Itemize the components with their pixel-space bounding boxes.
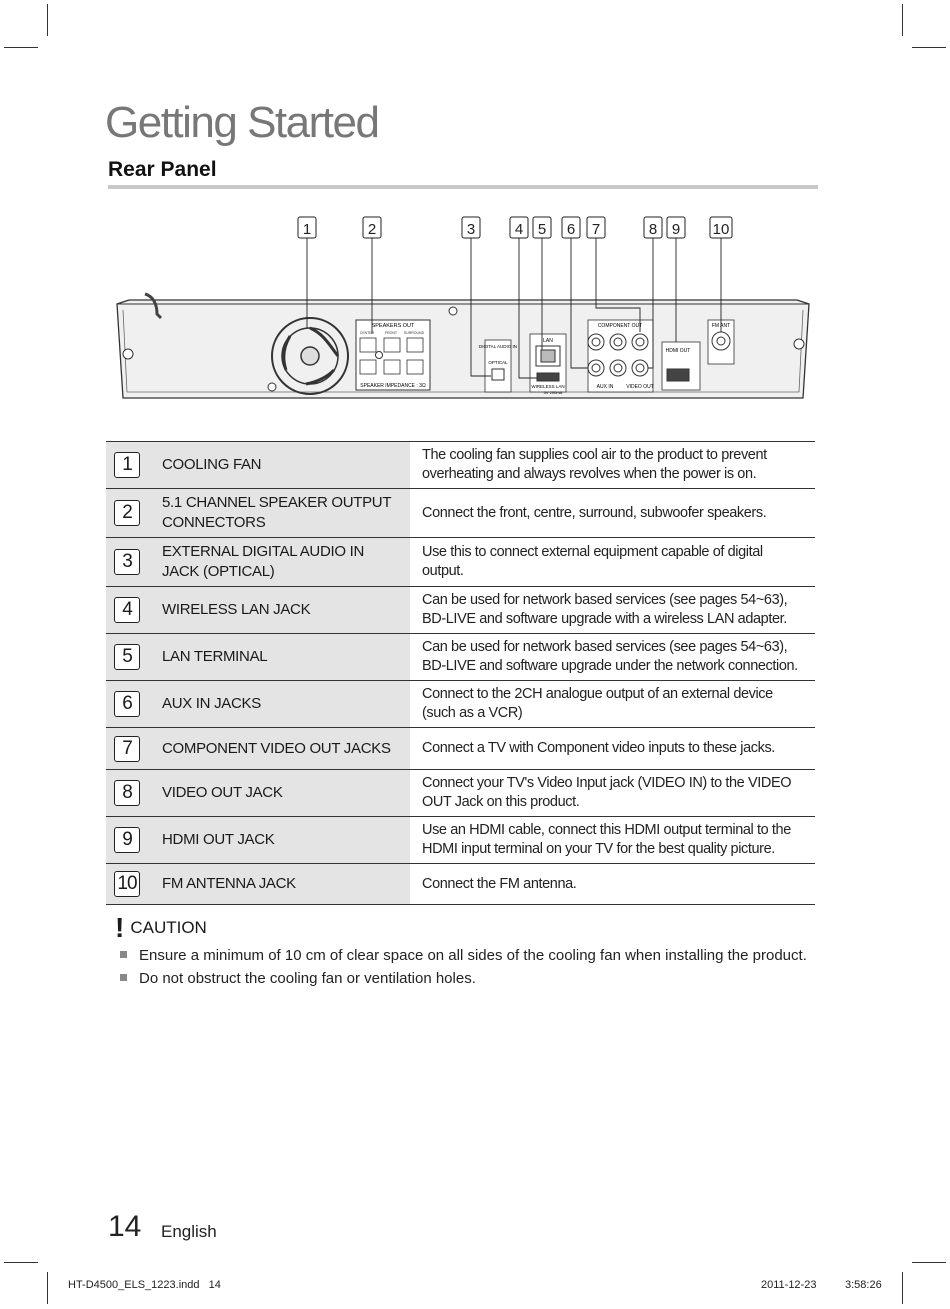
center-label: CENTER	[359, 331, 375, 335]
aux-in-label: AUX IN	[596, 384, 614, 390]
row-number-cell	[106, 728, 152, 770]
crop-mark	[47, 1272, 48, 1304]
bullet-square-icon	[120, 974, 127, 981]
speakers-out-label: SPEAKERS OUT	[371, 323, 415, 329]
crop-mark	[912, 47, 946, 48]
cooling-fan-graphic	[272, 318, 348, 394]
table-row	[106, 489, 815, 538]
row-number-cell	[106, 770, 152, 817]
caution-heading	[115, 912, 207, 944]
row-description: The cooling fan supplies cool air to the product to prevent overheating and always revolves when the power is on.	[410, 442, 815, 489]
crop-mark	[47, 4, 48, 36]
section-title: Rear Panel	[108, 158, 217, 181]
component-out-label: COMPONENT OUT	[597, 323, 643, 329]
callout-6: 6	[566, 221, 576, 238]
caution-title: CAUTION	[130, 918, 207, 937]
row-description: Can be used for network based services (see pages 54~63), BD-LIVE and software upgrade with a wireless LAN adapter.	[410, 587, 815, 634]
row-number: 9	[114, 827, 140, 853]
chapter-title: Getting Started	[105, 98, 379, 147]
row-name: COMPONENT VIDEO OUT JACKS	[152, 728, 410, 770]
row-name: VIDEO OUT JACK	[152, 770, 410, 817]
row-description: Connect the FM antenna.	[410, 864, 815, 905]
row-number-cell	[106, 634, 152, 681]
table-row	[106, 538, 815, 587]
callout-8: 8	[648, 221, 658, 238]
page-language: English	[161, 1222, 217, 1241]
row-description: Connect the front, centre, surround, subwoofer speakers.	[410, 489, 815, 538]
caution-item: Do not obstruct the cooling fan or ventilation holes.	[120, 967, 807, 990]
speaker-impedance-label: SPEAKER IMPEDANCE : 3Ω	[360, 383, 426, 389]
row-name: COOLING FAN	[152, 442, 410, 489]
table-row	[106, 864, 815, 905]
footer-date: 2011-12-23	[761, 1279, 817, 1291]
connector-table	[106, 441, 815, 905]
row-number: 7	[114, 736, 140, 762]
row-description: Use this to connect external equipment capable of digital output.	[410, 538, 815, 587]
callout-5: 5	[537, 221, 547, 238]
row-number: 3	[114, 549, 140, 575]
row-name: HDMI OUT JACK	[152, 817, 410, 864]
wireless-power-label: 5V 200mA	[543, 390, 563, 395]
row-description: Connect to the 2CH analogue output of an external device (such as a VCR)	[410, 681, 815, 728]
bullet-square-icon	[120, 951, 127, 958]
caution-list	[120, 944, 807, 990]
row-number: 6	[114, 691, 140, 717]
row-description: Can be used for network based services (see pages 54~63), BD-LIVE and software upgrade under the network connection.	[410, 634, 815, 681]
crop-mark	[4, 1262, 38, 1263]
row-description: Connect your TV's Video Input jack (VIDEO IN) to the VIDEO OUT Jack on this product.	[410, 770, 815, 817]
surround-label: SURROUND	[403, 331, 425, 335]
digital-audio-in-label: DIGITAL AUDIO IN	[478, 344, 518, 349]
row-name: WIRELESS LAN JACK	[152, 587, 410, 634]
row-name: EXTERNAL DIGITAL AUDIO IN JACK (OPTICAL)	[152, 538, 410, 587]
row-description: Connect a TV with Component video inputs to these jacks.	[410, 728, 815, 770]
table-row	[106, 681, 815, 728]
row-description: Use an HDMI cable, connect this HDMI output terminal to the HDMI input terminal on your TV for the best quality picture.	[410, 817, 815, 864]
caution-icon: !	[115, 912, 125, 943]
wireless-lan-label: WIRELESS LAN	[531, 384, 565, 389]
row-number-cell	[106, 681, 152, 728]
row-number: 8	[114, 780, 140, 806]
table-row	[106, 770, 815, 817]
table-row	[106, 728, 815, 770]
row-number: 10	[114, 871, 140, 897]
row-number: 4	[114, 597, 140, 623]
row-number-cell	[106, 587, 152, 634]
callout-4: 4	[514, 221, 524, 238]
crop-mark	[4, 47, 38, 48]
row-number: 1	[114, 452, 140, 478]
row-number-cell	[106, 442, 152, 489]
callout-1: 1	[302, 221, 312, 238]
callout-3: 3	[466, 221, 476, 238]
row-number-cell	[106, 538, 152, 587]
crop-mark	[912, 1262, 946, 1263]
section-divider	[108, 185, 818, 189]
crop-mark	[902, 4, 903, 36]
row-name: FM ANTENNA JACK	[152, 864, 410, 905]
row-name: 5.1 CHANNEL SPEAKER OUTPUT CONNECTORS	[152, 489, 410, 538]
rear-panel-diagram	[105, 210, 825, 415]
row-number-cell	[106, 817, 152, 864]
callout-2: 2	[367, 221, 377, 238]
callout-10: 10	[712, 221, 730, 238]
table-row	[106, 587, 815, 634]
row-number-cell	[106, 864, 152, 905]
row-number: 2	[114, 500, 140, 526]
hdmi-out-label: HDMI OUT	[665, 348, 691, 354]
page-number: 14	[108, 1210, 142, 1243]
footer-time: 3:58:26	[845, 1279, 882, 1291]
table-row	[106, 442, 815, 489]
optical-label: OPTICAL	[488, 360, 508, 365]
front-label: FRONT	[384, 331, 398, 335]
callout-9: 9	[671, 221, 681, 238]
table-row	[106, 634, 815, 681]
row-name: LAN TERMINAL	[152, 634, 410, 681]
chassis-outline	[117, 300, 809, 398]
caution-item: Ensure a minimum of 10 cm of clear space on all sides of the cooling fan when installing the product.	[120, 944, 807, 967]
callout-7: 7	[591, 221, 601, 238]
lan-label: LAN	[543, 338, 553, 344]
fm-ant-label: FM ANT	[711, 323, 731, 329]
table-row	[106, 817, 815, 864]
crop-mark	[902, 1272, 903, 1304]
row-number: 5	[114, 644, 140, 670]
row-number-cell	[106, 489, 152, 538]
video-out-label: VIDEO OUT	[626, 384, 654, 390]
row-name: AUX IN JACKS	[152, 681, 410, 728]
footer-filename: HT-D4500_ELS_1223.indd 14	[68, 1279, 221, 1291]
